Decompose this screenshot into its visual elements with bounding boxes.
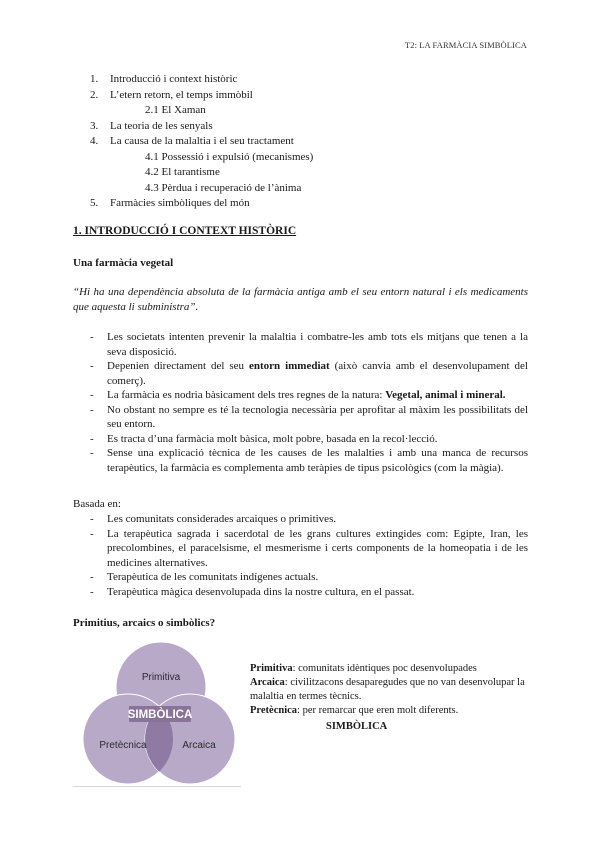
list-item bbox=[73, 585, 528, 600]
dash-bullet: - bbox=[90, 571, 94, 583]
venn-label-right: Arcaica bbox=[182, 740, 216, 751]
dash-bullet: - bbox=[90, 585, 94, 598]
legend-term: Primitiva bbox=[250, 663, 293, 674]
list-item-text: No obstant no sempre es té la tecnologia necessària per aprofitar al màxim les possibilitats del seu entorn. bbox=[107, 403, 528, 430]
toc-text: Farmàcies simbòliques del món bbox=[110, 197, 250, 209]
legend-desc: : per remarcar que eren molt diferents. bbox=[297, 705, 459, 716]
list-item bbox=[73, 570, 528, 585]
list-item bbox=[73, 446, 528, 475]
list-item-text: (això canvia amb el desenvolupament del comerç). bbox=[107, 360, 528, 387]
venn-label-center: SIMBÒLICA bbox=[127, 709, 193, 721]
list-item-text: La farmàcia es nodria bàsicament dels tres regnes de la natura: bbox=[107, 389, 386, 401]
legend-term: Pretècnica bbox=[250, 705, 298, 716]
dash-bullet: - bbox=[90, 432, 94, 445]
list-item bbox=[73, 330, 528, 359]
list-item-bold: Vegetal, animal i mineral. bbox=[385, 389, 506, 401]
dash-bullet: - bbox=[90, 403, 94, 416]
based-on-label: Basada en: bbox=[73, 498, 121, 510]
list-item-text: Sense una explicació tècnica de les causes de les malalties i amb una manca de recursos terapèutics, la farmàcia es complementa amb teràpies de tipus psicològics (com la màgia). bbox=[107, 447, 528, 474]
legend-item bbox=[250, 704, 530, 718]
divider-line bbox=[73, 786, 241, 787]
toc-number: 1. bbox=[90, 73, 99, 85]
toc-text: La causa de la malaltia i el seu tractament bbox=[110, 135, 294, 147]
legend-desc: : comunitats idèntiques poc desenvolupades bbox=[292, 663, 477, 674]
toc-number: 2. bbox=[90, 88, 99, 101]
dash-bullet: - bbox=[90, 447, 94, 459]
toc-subtext: 4.1 Possessió i expulsió (mecanismes) bbox=[145, 150, 314, 163]
running-header: T2: LA FARMÀCIA SIMBÒLICA bbox=[404, 40, 527, 50]
list-item bbox=[73, 432, 528, 447]
legend-item bbox=[250, 662, 530, 676]
toc-subtext: 2.1 El Xaman bbox=[145, 104, 206, 116]
list-item-text: Terapèutica màgica desenvolupada dins la nostre cultura, en el passat. bbox=[107, 585, 415, 598]
quote: “Hi ha una dependència absoluta de la farmàcia antiga amb el seu entorn natural i els medicaments que aquesta li subministra”. bbox=[73, 286, 528, 313]
venn-label-left: Pretècnica bbox=[99, 740, 147, 751]
list-item bbox=[73, 388, 528, 403]
legend-title: SIMBÒLICA bbox=[326, 721, 388, 732]
dash-bullet: - bbox=[90, 389, 94, 401]
dash-bullet: - bbox=[90, 527, 94, 540]
dash-bullet: - bbox=[90, 331, 94, 343]
legend-term: Arcaica bbox=[250, 677, 285, 688]
list-item-text: Terapèutica de les comunitats indígenes actuals. bbox=[107, 571, 319, 583]
venn-label-top: Primitiva bbox=[141, 672, 181, 683]
list-item-text: Les societats intenten prevenir la malaltia i combatre-les amb tots els mitjans que tenen a la seva disposició. bbox=[107, 331, 528, 358]
toc-number: 5. bbox=[90, 197, 99, 209]
bullet-list-based-on bbox=[73, 512, 528, 599]
toc-text: Introducció i context històric bbox=[110, 73, 238, 85]
section-heading: 1. INTRODUCCIÓ I CONTEXT HISTÒRIC bbox=[73, 225, 297, 237]
subheading-vegetal: Una farmàcia vegetal bbox=[73, 257, 174, 269]
list-item bbox=[73, 359, 528, 388]
toc-number: 3. bbox=[90, 119, 99, 132]
dash-bullet: - bbox=[90, 513, 94, 525]
list-item-text: Les comunitats considerades arcaiques o primitives. bbox=[107, 513, 337, 525]
toc-text: La teoria de les senyals bbox=[110, 119, 213, 132]
bullet-list-vegetal bbox=[73, 330, 528, 475]
list-item-text: Es tracta d’una farmàcia molt bàsica, molt pobre, basada en la recol·lecció. bbox=[107, 432, 438, 445]
toc-subtext: 4.2 El tarantisme bbox=[145, 166, 220, 178]
legend-item bbox=[250, 676, 530, 704]
legend-desc: : civilitzacons desaparegudes que no van desenvolupar la malaltia en termes tècnics. bbox=[250, 677, 525, 702]
list-item bbox=[73, 512, 528, 527]
toc-text: L’etern retorn, el temps immòbil bbox=[110, 88, 253, 101]
list-item-bold: entorn immediat bbox=[248, 360, 330, 372]
venn-legend bbox=[250, 662, 530, 732]
toc-number: 4. bbox=[90, 135, 99, 147]
venn-svg bbox=[73, 642, 241, 787]
list-item bbox=[73, 527, 528, 571]
toc-subtext: 4.3 Pèrdua i recuperació de l’ànima bbox=[145, 181, 302, 194]
list-item-text: Depenien directament del seu bbox=[107, 360, 249, 372]
venn-diagram bbox=[73, 642, 241, 787]
list-item bbox=[73, 403, 528, 432]
list-item-text: La terapèutica sagrada i sacerdotal de les grans cultures extingides com: Egipte, Iran, les precolombines, el paracelsisme, el mesmerisme i certs components de la homeopatia i de les medicines alternatives. bbox=[107, 527, 528, 569]
subheading-primitius: Primitius, arcaics o simbòlics? bbox=[73, 617, 216, 629]
dash-bullet: - bbox=[90, 360, 94, 372]
